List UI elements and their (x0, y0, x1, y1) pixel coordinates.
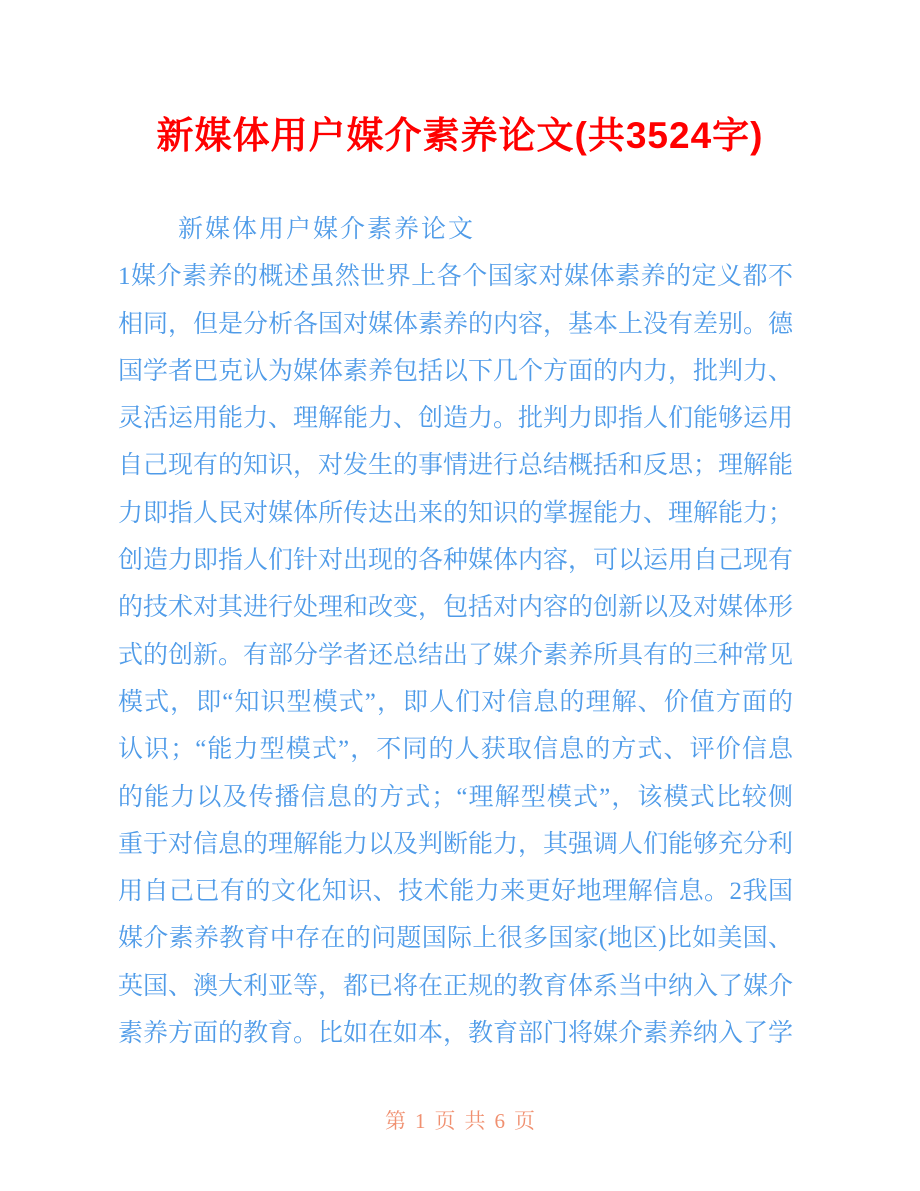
body-line: 素养方面的教育。比如在如本，教育部门将媒介素养纳入了学 (118, 1020, 793, 1048)
body-line: 式的创新。有部分学者还总结出了媒介素养所具有的三种常见 (118, 641, 793, 669)
footer-label-prefix: 第 (385, 1109, 406, 1133)
footer-label-page: 页 (434, 1109, 456, 1133)
body-line: 自己现有的知识，对发生的事情进行总结概括和反思；理解能 (118, 452, 793, 480)
body-line: 模式，即“知识型模式”，即人们对信息的理解、价值方面的 (118, 688, 793, 716)
body-line: 用自己已有的文化知识、技术能力来更好地理解信息。2我国 (118, 878, 793, 906)
body-line: 创造力即指人们针对出现的各种媒体内容，可以运用自己现有 (118, 547, 793, 575)
page-footer (0, 1106, 920, 1136)
footer-label-page-suffix: 页 (514, 1109, 535, 1133)
body-line: 力即指人民对媒体所传达出来的知识的掌握能力、理解能力； (118, 499, 793, 527)
footer-label-total: 共 (464, 1109, 486, 1133)
body-line: 1媒介素养的概述虽然世界上各个国家对媒体素养的定义都不 (118, 263, 793, 291)
intro-line: 新媒体用户媒介素养论文 (178, 216, 476, 243)
document-body (118, 206, 793, 1057)
body-line: 相同，但是分析各国对媒体素养的内容，基本上没有差别。德 (118, 310, 793, 338)
total-page-number: 6 (494, 1109, 505, 1133)
body-line: 认识；“能力型模式”，不同的人获取信息的方式、评价信息 (118, 736, 793, 764)
body-line: 媒介素养教育中存在的问题国际上很多国家(地区)比如美国、 (118, 925, 793, 953)
body-line: 英国、澳大利亚等，都已将在正规的教育体系当中纳入了媒介 (118, 972, 793, 1000)
body-line: 灵活运用能力、理解能力、创造力。批判力即指人们能够运用 (118, 405, 793, 433)
current-page-number: 1 (415, 1109, 426, 1133)
body-line: 国学者巴克认为媒体素养包括以下几个方面的内力，批判力、 (118, 357, 793, 385)
document-title: 新媒体用户媒介素养论文(共3524字) (156, 115, 764, 156)
body-line: 的能力以及传播信息的方式；“理解型模式”，该模式比较侧 (118, 783, 793, 811)
body-line: 的技术对其进行处理和改变，包括对内容的创新以及对媒体形 (118, 594, 793, 622)
body-line: 重于对信息的理解能力以及判断能力，其强调人们能够充分利 (118, 830, 793, 858)
